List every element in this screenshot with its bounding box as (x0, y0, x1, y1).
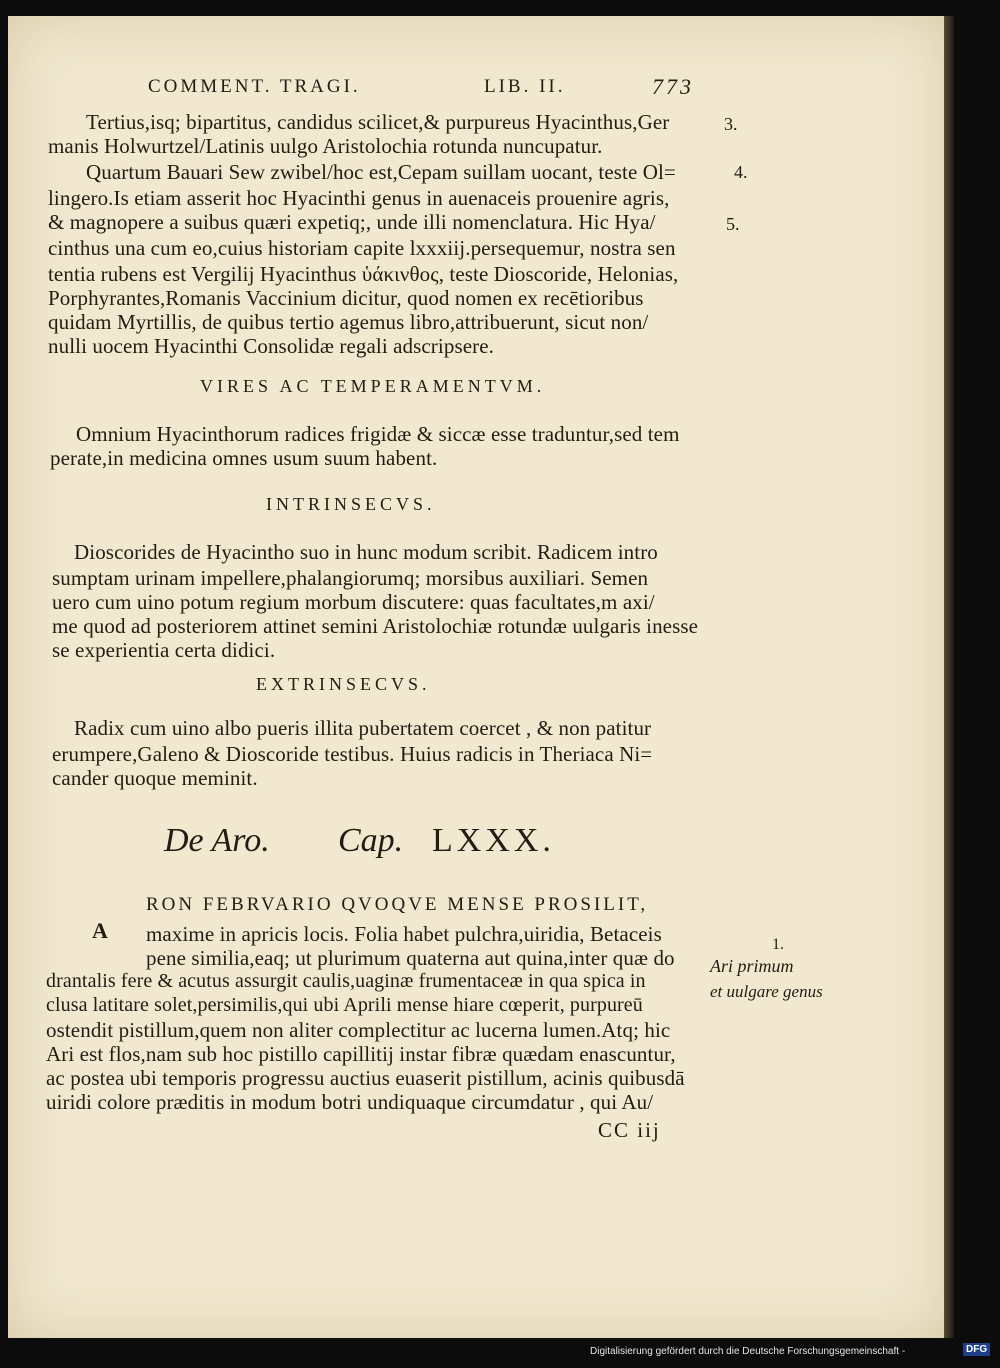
text-line: drantalis fere & acutus assurgit caulis,uaginæ frumentaceæ in qua spica in (46, 970, 646, 992)
chapter-title: De Aro. (164, 822, 270, 859)
text-line: tentia rubens est Vergilij Hyacinthus ὑάκινθος, teste Dioscoride, Helonias, (48, 262, 679, 286)
text-line: erumpere,Galeno & Dioscoride testibus. Huius radicis in Theriaca Ni= (52, 742, 653, 766)
text-line: uiridi colore præditis in modum botri undiquaque circumdatur , qui Au/ (46, 1090, 654, 1114)
book-number: LIB. II. (484, 76, 566, 97)
margin-number: 5. (726, 214, 740, 234)
text-line: me quod ad posteriorem attinet semini Aristolochiæ rotundæ uulgaris inesse (52, 614, 699, 638)
text-line: nulli uocem Hyacinthi Consolidæ regali adscripsere. (48, 334, 494, 358)
digitization-credit: Digitalisierung gefördert durch die Deutsche Forschungsgemeinschaft - (590, 1346, 906, 1357)
text-line: maxime in apricis locis. Folia habet pulchra,uiridia, Betaceis (146, 922, 662, 946)
text-line: perate,in medicina omnes usum suum habent. (50, 446, 438, 470)
text-line: se experientia certa didici. (52, 638, 276, 662)
text-line: Porphyrantes,Romanis Vaccinium dicitur, quod nomen ex recētioribus (48, 286, 644, 310)
text-line: ostendit pistillum,quem non aliter complectitur ac lucerna lumen.Atq; hic (46, 1018, 671, 1042)
chapter-numeral: LXXX. (432, 822, 555, 859)
text-line: Quartum Bauari Sew zwibel/hoc est,Cepam suillam uocant, teste Ol= (86, 160, 676, 184)
side-note-line: et uulgare genus (710, 982, 823, 1001)
text-line: Tertius,isq; bipartitus, candidus scilicet,& purpureus Hyacinthus,Ger (86, 110, 670, 134)
text-line: clusa latitare solet,persimilis,qui ubi Aprili mense hiare cœperit, purpureū (46, 994, 643, 1016)
text-line: cander quoque meminit. (52, 766, 258, 790)
catchword: CC iij (598, 1118, 661, 1142)
page-edge (944, 16, 954, 1338)
text-line: Omnium Hyacinthorum radices frigidæ & siccæ esse traduntur,sed tem (76, 422, 680, 446)
text-line: & magnopere a suibus quæri expetiq;, unde illi nomenclatura. Hic Hya/ (48, 210, 656, 234)
text-line: lingero.Is etiam asserit hoc Hyacinthi genus in auenaceis prouenire agris, (48, 186, 670, 210)
text-line: sumptam urinam impellere,phalangiorumq; morsibus auxiliari. Semen (52, 566, 649, 590)
section-heading: EXTRINSECVS. (256, 674, 431, 694)
margin-number: 4. (734, 162, 748, 182)
side-note-line: Ari primum (710, 956, 794, 976)
page-number: 773 (652, 74, 694, 99)
margin-number: 3. (724, 114, 738, 134)
section-heading: VIRES AC TEMPERAMENTVM. (200, 376, 546, 396)
drop-capital: A (92, 918, 108, 943)
side-note-number: 1. (772, 936, 784, 953)
text-line: pene similia,eaq; ut plurimum quaterna aut quina,inter quæ do (146, 946, 675, 970)
text-line: cinthus una cum eo,cuius historiam capite lxxxiij.persequemur, nostra sen (48, 236, 676, 260)
text-line: ac postea ubi temporis progressu auctius euaserit pistillum, acinis quibusdā (46, 1066, 685, 1090)
dfg-logo: DFG (963, 1343, 990, 1356)
section-heading: INTRINSECVS. (266, 494, 436, 514)
running-title: COMMENT. TRAGI. (148, 76, 361, 97)
text-line: Dioscorides de Hyacintho suo in hunc modum scribit. Radicem intro (74, 540, 658, 564)
text-line: uero cum uino potum regium morbum discutere: quas facultates,m axi/ (52, 590, 655, 614)
text-line: Radix cum uino albo pueris illita pubertatem coercet , & non patitur (74, 716, 652, 740)
chapter-cap: Cap. (338, 822, 404, 859)
opening-line: RON FEBRVARIO QVOQVE MENSE PROSILIT, (146, 894, 649, 915)
text-line: quidam Myrtillis, de quibus tertio agemus libro,attribuerunt, sicut non/ (48, 310, 649, 334)
text-line: Ari est flos,nam sub hoc pistillo capillitij instar fibræ quædam enascuntur, (46, 1042, 676, 1066)
text-line: manis Holwurtzel/Latinis uulgo Aristolochia rotunda nuncupatur. (48, 134, 603, 158)
